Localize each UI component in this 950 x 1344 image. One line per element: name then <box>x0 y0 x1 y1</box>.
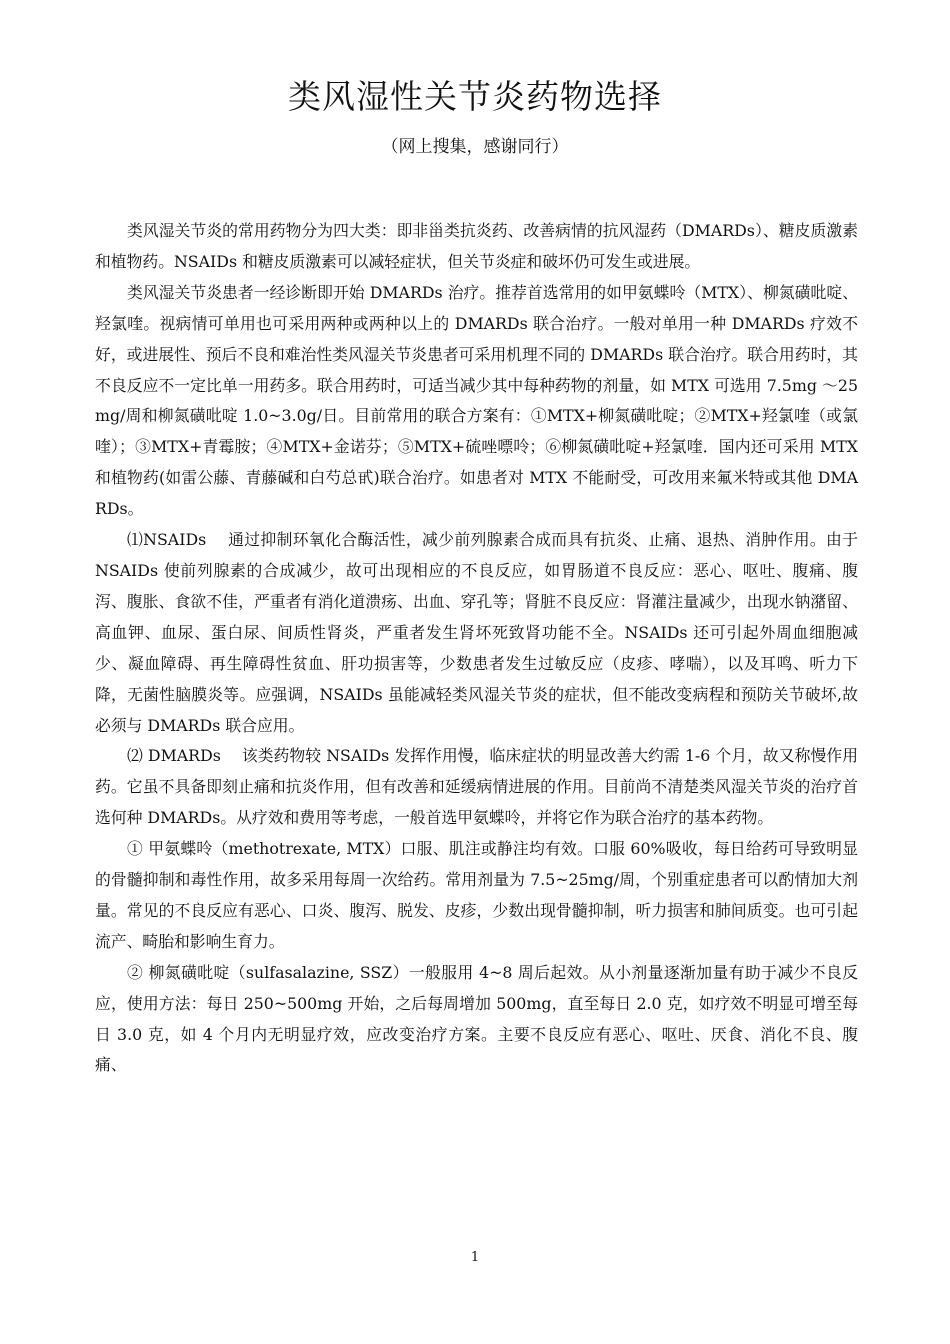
document-title: 类风湿性关节炎药物选择 <box>288 77 662 116</box>
paragraph-sulfasalazine: ② 柳氮磺吡啶（sulfasalazine, SSZ）一般服用 4~8 周后起效。从小剂量逐渐加量有助于减少不良反应，使用方法：每日 250~500mg 开始，之后每周增加 500mg，直至每日 2.0 克，如疗效不明显可增至每日 3.0 克，如 4 个月内无明显疗效，应改变治疗方案。主要不良反应有恶心、呕吐、厌食、消化不良、腹痛、 <box>95 962 858 1075</box>
paragraph-dmards: ⑵ DMARDs 该类药物较 NSAIDs 发挥作用慢，临床症状的明显改善大约需 1-6 个月，故又称慢作用药。它虽不具备即刻止痛和抗炎作用，但有改善和延缓病情进展的作用。目前尚不清楚类风湿关节炎的治疗首选何种 DMARDs。从疗效和费用等考虑，一般首选甲氨蝶呤，并将它作为联合治疗的基本药物。 <box>95 746 858 828</box>
document-subtitle: （网上搜集，感谢同行） <box>381 137 569 157</box>
paragraph-methotrexate: ① 甲氨蝶呤（methotrexate, MTX）口服、肌注或静注均有效。口服 60%吸收，每日给药可导致明显的骨髓抑制和毒性作用，故多采用每周一次给药。常用剂量为 7.5~25mg/周，个别重症患者可以酌情加大剂量。常见的不良反应有恶心、口炎、腹泻、脱发、皮疹，少数出现骨髓抑制，听力损害和肺间质变。也可引起流产、畸胎和影响生育力。 <box>95 839 858 951</box>
document-body <box>95 216 858 1081</box>
page-number: 1 <box>470 1250 480 1265</box>
paragraph-nsaids: ⑴NSAIDs 通过抑制环氧化合酶活性，减少前列腺素合成而具有抗炎、止痛、退热、消肿作用。由于 NSAIDs 使前列腺素的合成减少，故可出现相应的不良反应，如胃肠道不良反应：恶心、呕吐、腹痛、腹泻、腹胀、食欲不佳，严重者有消化道溃疡、出血、穿孔等；肾脏不良反应：肾灌注量减少，出现水钠潴留、高血钾、血尿、蛋白尿、间质性肾炎，严重者发生肾坏死致肾功能不全。NSAIDs 还可引起外周血细胞减少、凝血障碍、再生障碍性贫血、肝功损害等，少数患者发生过敏反应（皮疹、哮喘），以及耳鸣、听力下降，无菌性脑膜炎等。应强调，NSAIDs 虽能减轻类风湿关节炎的症状，但不能改变病程和预防关节破坏,故必须与 DMARDs 联合应用。 <box>95 530 858 735</box>
paragraph-dmards-treatment: 类风湿关节炎患者一经诊断即开始 DMARDs 治疗。推荐首选常用的如甲氨蝶呤（MTX）、柳氮磺吡啶、羟氯喹。视病情可单用也可采用两种或两种以上的 DMARDs 联合治疗。一般对单用一种 DMARDs 疗效不好，或进展性、预后不良和难治性类风湿关节炎患者可采用机理不同的 DMARDs 联合治疗。联合用药时，其不良反应不一定比单一用药多。联合用药时，可适当减少其中每种药物的剂量，如 MTX 可选用 7.5mg ～25mg/周和柳氮磺吡啶 1.0~3.0g/日。目前常用的联合方案有：①MTX+柳氮磺吡啶；②MTX+羟氯喹（或氯喹）；③MTX+青霉胺；④MTX+金诺芬；⑤MTX+硫唑嘌呤；⑥柳氮磺吡啶+羟氯喹．国内还可采用 MTX 和植物药(如雷公藤、青藤碱和白芍总甙)联合治疗。如患者对 MTX 不能耐受，可改用来氟米特或其他 DMARDs。 <box>95 282 858 519</box>
paragraph-intro: 类风湿关节炎的常用药物分为四大类：即非甾类抗炎药、改善病情的抗风湿药（DMARDs）、糖皮质激素和植物药。NSAIDs 和糖皮质激素可以减轻症状，但关节炎症和破坏仍可发生或进展。 <box>95 221 858 271</box>
